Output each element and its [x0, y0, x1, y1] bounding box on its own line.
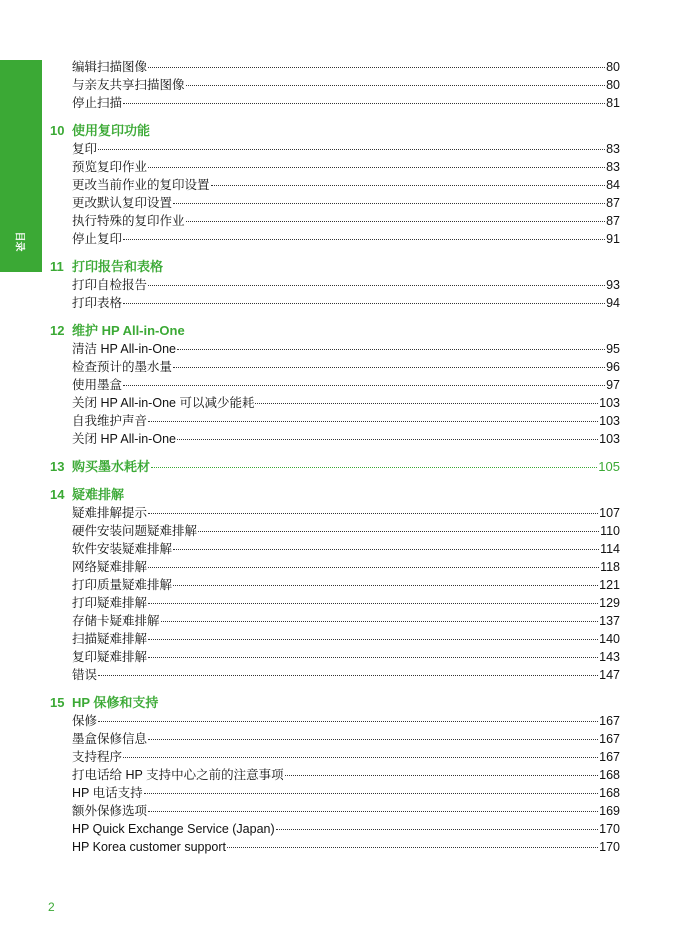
toc-entry-page: 147 [599, 668, 620, 682]
toc-entry-page: 110 [600, 524, 620, 538]
toc-entry[interactable] [72, 158, 620, 176]
toc-entry-page: 114 [600, 542, 620, 556]
toc-entry[interactable] [72, 140, 620, 158]
toc-entry-page: 170 [599, 822, 620, 836]
toc-entry-title: 关闭 HP All-in-One [72, 432, 176, 446]
dot-leader [148, 285, 605, 286]
toc-entry[interactable] [72, 612, 620, 630]
dot-leader [148, 513, 598, 514]
toc-entry-page: 121 [599, 578, 620, 592]
dot-leader [98, 149, 605, 150]
toc-entry-title: 墨盒保修信息 [72, 732, 148, 746]
dot-leader [186, 221, 606, 222]
toc-entry-page: 81 [606, 96, 620, 110]
toc-entry[interactable] [72, 358, 620, 376]
toc-entry-title: 硬件安装问题疑难排解 [72, 524, 198, 538]
toc-entry-title: 检查预计的墨水量 [72, 360, 173, 374]
toc-entry-title: 更改当前作业的复印设置 [72, 178, 210, 192]
toc-entry-title: 更改默认复印设置 [72, 196, 173, 210]
dot-leader [123, 757, 598, 758]
dot-leader [161, 621, 599, 622]
section-title: 使用复印功能 [72, 123, 151, 138]
section-title: 购买墨水耗材 [72, 459, 151, 474]
toc-entry[interactable] [72, 176, 620, 194]
toc-entry-page: 97 [606, 378, 620, 392]
toc-entry-title: 复印 [72, 142, 98, 156]
toc-entry-title: 疑难排解提示 [72, 506, 148, 520]
page-number: 2 [48, 900, 55, 914]
toc-section [50, 322, 620, 448]
table-of-contents [50, 58, 620, 866]
toc-entry-page: 137 [599, 614, 620, 628]
toc-entry-title: HP Korea customer support [72, 840, 227, 854]
toc-entry-title: 打印质量疑难排解 [72, 578, 173, 592]
toc-entry-page: 103 [599, 432, 620, 446]
toc-entry-page: 143 [599, 650, 620, 664]
dot-leader [186, 85, 606, 86]
toc-entry[interactable] [72, 230, 620, 248]
toc-entry-title: 打印疑难排解 [72, 596, 148, 610]
toc-entry[interactable] [72, 340, 620, 358]
section-number: 12 [50, 323, 65, 338]
toc-entry-page: 80 [606, 60, 620, 74]
toc-entry[interactable] [72, 394, 620, 412]
toc-entry-page: 167 [599, 732, 620, 746]
toc-entry[interactable] [72, 412, 620, 430]
toc-entry[interactable] [72, 504, 620, 522]
dot-leader [148, 639, 598, 640]
toc-entry[interactable] [72, 630, 620, 648]
dot-leader [123, 239, 605, 240]
toc-entry-page: 168 [599, 768, 620, 782]
toc-entry[interactable] [72, 838, 620, 856]
dot-leader [151, 467, 597, 468]
toc-entry-title: 关闭 HP All-in-One 可以减少能耗 [72, 396, 255, 410]
toc-section [50, 258, 620, 312]
continued-section [50, 58, 620, 112]
section-number: 13 [50, 459, 65, 474]
section-heading[interactable] [50, 122, 620, 140]
dot-leader [148, 811, 598, 812]
dot-leader [98, 675, 598, 676]
side-tab-label: 目录 [13, 231, 25, 252]
toc-entry-title: 打电话给 HP 支持中心之前的注意事项 [72, 768, 284, 782]
toc-entry-title: 支持程序 [72, 750, 123, 764]
dot-leader [148, 657, 598, 658]
dot-leader [123, 303, 605, 304]
section-title: 打印报告和表格 [72, 259, 164, 274]
toc-section [50, 486, 620, 684]
dot-leader [148, 739, 598, 740]
dot-leader [173, 203, 605, 204]
dot-leader [148, 603, 598, 604]
dot-leader [144, 793, 599, 794]
toc-entry-page: 87 [606, 196, 620, 210]
toc-entry-page: 94 [606, 296, 620, 310]
section-heading[interactable] [50, 694, 620, 712]
toc-entry-page: 95 [606, 342, 620, 356]
section-page: 105 [598, 459, 620, 474]
section-number: 11 [50, 259, 64, 274]
toc-entry-title: 扫描疑难排解 [72, 632, 148, 646]
toc-entry[interactable] [72, 376, 620, 394]
toc-entry[interactable] [72, 58, 620, 76]
dot-leader [177, 349, 605, 350]
toc-entry-title: 与亲友共享扫描图像 [72, 78, 185, 92]
toc-entry-title: 自我维护声音 [72, 414, 148, 428]
toc-entry-title: 打印自检报告 [72, 278, 148, 292]
toc-entry-page: 118 [600, 560, 620, 574]
toc-entry-page: 168 [599, 786, 620, 800]
toc-entry-page: 84 [606, 178, 620, 192]
toc-section [50, 694, 620, 856]
toc-entry-title: 清洁 HP All-in-One [72, 342, 176, 356]
section-heading[interactable] [50, 322, 620, 340]
toc-entry-title: 保修 [72, 714, 98, 728]
dot-leader [285, 775, 599, 776]
section-title: 疑难排解 [72, 487, 125, 502]
toc-entry[interactable] [72, 730, 620, 748]
dot-leader [211, 185, 606, 186]
toc-entry-page: 83 [606, 160, 620, 174]
toc-section [50, 122, 620, 248]
section-heading[interactable] [50, 458, 620, 476]
toc-entry-page: 103 [599, 396, 620, 410]
toc-entry-title: 执行特殊的复印作业 [72, 214, 185, 228]
toc-entry[interactable] [72, 522, 620, 540]
toc-entry-page: 80 [606, 78, 620, 92]
toc-entry[interactable] [72, 558, 620, 576]
toc-entry-page: 167 [599, 750, 620, 764]
toc-entry[interactable] [72, 76, 620, 94]
toc-entry-title: HP Quick Exchange Service (Japan) [72, 822, 275, 836]
toc-entry-title: 使用墨盒 [72, 378, 123, 392]
toc-entry[interactable] [72, 430, 620, 448]
toc-entry[interactable] [72, 802, 620, 820]
toc-entry-page: 83 [606, 142, 620, 156]
toc-section [50, 458, 620, 476]
toc-entry[interactable] [72, 748, 620, 766]
toc-entry[interactable] [72, 576, 620, 594]
toc-entry[interactable] [72, 820, 620, 838]
toc-entry[interactable] [72, 784, 620, 802]
dot-leader [173, 549, 599, 550]
toc-entry-page: 167 [599, 714, 620, 728]
toc-entry-title: HP 电话支持 [72, 786, 143, 800]
toc-entry-title: 停止扫描 [72, 96, 123, 110]
toc-entry[interactable] [72, 666, 620, 684]
toc-entry-page: 140 [599, 632, 620, 646]
toc-entry-title: 停止复印 [72, 232, 123, 246]
dot-leader [198, 531, 599, 532]
section-number: 10 [50, 123, 65, 138]
toc-entry-page: 96 [606, 360, 620, 374]
toc-entry-title: 编辑扫描图像 [72, 60, 148, 74]
toc-entry[interactable] [72, 194, 620, 212]
toc-entry-page: 93 [606, 278, 620, 292]
dot-leader [227, 847, 598, 848]
dot-leader [173, 367, 605, 368]
dot-leader [123, 103, 605, 104]
toc-entry-page: 107 [599, 506, 620, 520]
dot-leader [173, 585, 598, 586]
section-number: 14 [50, 487, 65, 502]
dot-leader [148, 567, 599, 568]
toc-entry-page: 87 [606, 214, 620, 228]
section-number: 15 [50, 695, 65, 710]
toc-entry-title: 软件安装疑难排解 [72, 542, 173, 556]
toc-entry[interactable] [72, 766, 620, 784]
dot-leader [177, 439, 598, 440]
dot-leader [255, 403, 598, 404]
toc-entry-title: 存储卡疑难排解 [72, 614, 160, 628]
dot-leader [98, 721, 598, 722]
toc-entry[interactable] [72, 594, 620, 612]
toc-entry-title: 网络疑难排解 [72, 560, 148, 574]
toc-entry-page: 169 [599, 804, 620, 818]
toc-entry-title: 错误 [72, 668, 98, 682]
toc-entry[interactable] [72, 712, 620, 730]
dot-leader [148, 67, 605, 68]
toc-entry-page: 91 [606, 232, 620, 246]
toc-entry-title: 预览复印作业 [72, 160, 148, 174]
toc-entry-page: 103 [599, 414, 620, 428]
dot-leader [148, 167, 605, 168]
toc-sections [50, 122, 620, 856]
toc-entry[interactable] [72, 276, 620, 294]
section-heading[interactable] [50, 258, 620, 276]
toc-entry-page: 170 [599, 840, 620, 854]
toc-entry[interactable] [72, 648, 620, 666]
toc-entry[interactable] [72, 212, 620, 230]
toc-entry-title: 额外保修选项 [72, 804, 148, 818]
dot-leader [148, 421, 598, 422]
dot-leader [276, 829, 598, 830]
section-title: HP 保修和支持 [72, 695, 159, 710]
toc-entry[interactable] [72, 294, 620, 312]
toc-entry[interactable] [72, 540, 620, 558]
toc-entry-title: 打印表格 [72, 296, 123, 310]
toc-entry-page: 129 [599, 596, 620, 610]
section-title: 维护 HP All-in-One [72, 323, 185, 338]
dot-leader [123, 385, 605, 386]
toc-entry[interactable] [72, 94, 620, 112]
section-heading[interactable] [50, 486, 620, 504]
toc-entry-title: 复印疑难排解 [72, 650, 148, 664]
